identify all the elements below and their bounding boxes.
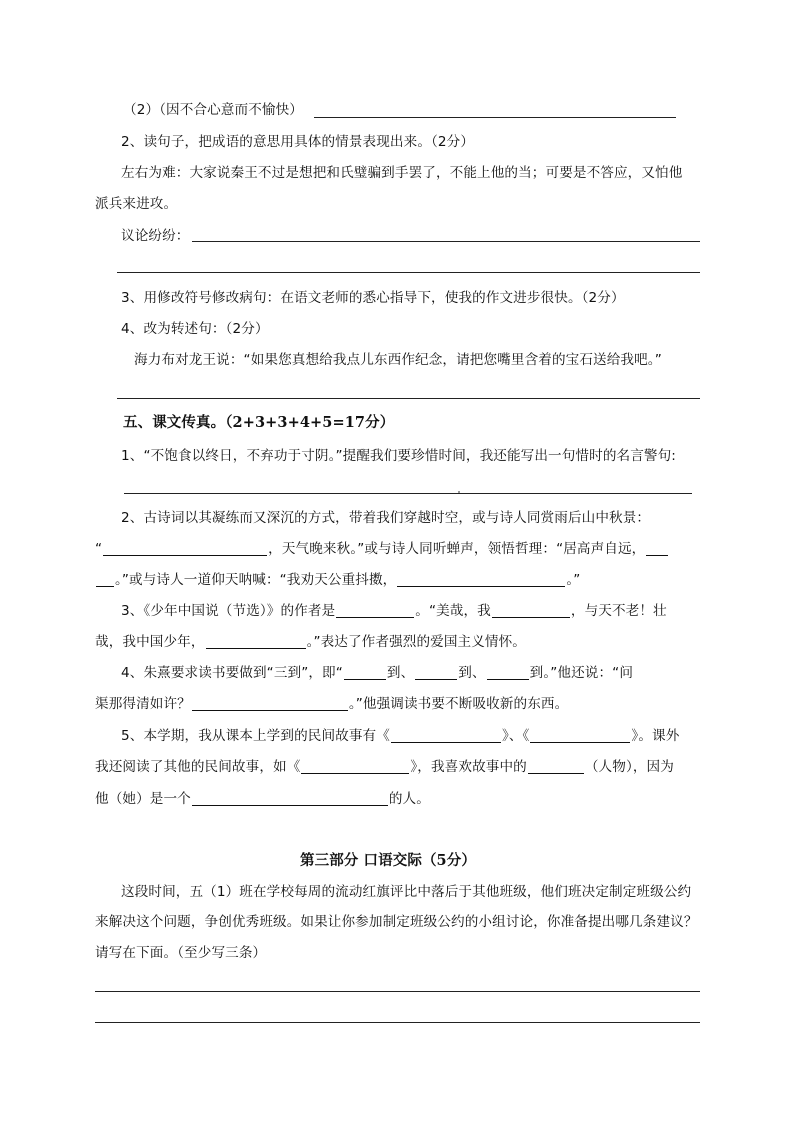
answer-line[interactable]	[314, 117, 676, 118]
answer-line[interactable]	[124, 493, 692, 494]
blank[interactable]	[206, 634, 306, 649]
part-3-line2: 来解决这个问题，争创优秀班级。如果让你参加制定班级公约的小组讨论，你准备提出哪几条建议？	[95, 914, 698, 930]
blank[interactable]	[530, 728, 630, 743]
blank[interactable]	[336, 603, 414, 618]
blank[interactable]	[415, 665, 457, 680]
blank[interactable]	[192, 791, 388, 806]
text: 。”他强调读书要不断吸收新的东西。	[348, 696, 569, 712]
part-3-line3: 请写在下面。（至少写三条）	[95, 945, 267, 961]
section-5-title: 五、课文传真。（2+3+3+4+5=17分）	[123, 414, 395, 431]
section-5-q4-line2	[95, 694, 568, 714]
blank[interactable]	[492, 603, 570, 618]
text: 到、	[386, 665, 415, 681]
answer-line[interactable]	[192, 241, 700, 242]
section-5-q4-line1	[121, 663, 633, 683]
answer-line[interactable]	[95, 991, 700, 992]
blank[interactable]	[646, 541, 668, 556]
question-text: （2）（因不合心意而不愉快）	[123, 102, 303, 118]
part-3-line1: 这段时间，五（1）班在学校每周的流动红旗评比中落后于其他班级，他们班决定制定班级公约	[121, 884, 692, 900]
section-5-q2-line3	[95, 570, 580, 590]
text: ，与天不老！壮	[570, 603, 667, 619]
section-5-q2-line1: 2、古诗词以其凝练而又深沉的方式，带着我们穿越时空，或与诗人同赏雨后山中秋景：	[121, 510, 651, 526]
blank[interactable]	[192, 696, 348, 711]
blank[interactable]	[301, 759, 409, 774]
blank[interactable]	[391, 728, 501, 743]
section-5-q5-line3	[95, 789, 430, 809]
question-2-text-line2: 派兵来进攻。	[95, 196, 178, 212]
answer-line[interactable]	[117, 398, 700, 399]
text: 的人。	[388, 791, 430, 807]
text: （人物），因为	[584, 759, 674, 775]
section-5-q1: 1、“不饱食以终日，不弃功于寸阴。”提醒我们要珍惜时间，我还能写出一句惜时的名言警句:	[121, 448, 676, 464]
question-3: 3、用修改符号修改病句：在语文老师的悉心指导下，使我的作文进步很快。（2分）	[121, 290, 625, 306]
blank[interactable]	[103, 541, 267, 556]
text: 》、《	[501, 728, 530, 744]
blank[interactable]	[528, 759, 584, 774]
text: 》，我喜欢故事中的	[410, 759, 527, 775]
text: 渠那得清如许？	[95, 696, 191, 712]
text: 到、	[458, 665, 486, 681]
section-5-q3-line1	[121, 601, 667, 621]
text: 5、本学期，我从课本上学到的民间故事有《	[121, 728, 390, 744]
answer-line[interactable]	[95, 1022, 700, 1023]
answer-line[interactable]	[117, 272, 700, 273]
text: “	[95, 541, 103, 557]
question-2-text-line1: 左右为难：大家说秦王不过是想把和氏璧骗到手罢了，不能上他的当；可要是不答应，又怕他	[121, 165, 683, 181]
part-3-title: 第三部分 口语交际（5分）	[300, 852, 476, 869]
blank[interactable]	[397, 572, 565, 587]
text: 哉，我中国少年，	[95, 634, 205, 650]
question-4-2	[123, 100, 303, 120]
question-4-sentence: 海力布对龙王说：“如果您真想给我点儿东西作纪念，请把您嘴里含着的宝石送给我吧。”	[134, 352, 662, 368]
blank[interactable]	[96, 572, 114, 587]
text: 我还阅读了其他的民间故事，如《	[95, 759, 301, 775]
question-4-title: 4、改为转述句：（2分）	[121, 321, 269, 337]
text: 3、《少年中国说（节选）》的作者是	[121, 603, 336, 619]
text: 。“美哉，我	[415, 603, 491, 619]
section-5-q3-line2	[95, 632, 526, 652]
text: 他（她）是一个	[95, 791, 191, 807]
section-5-q5-line1	[121, 726, 679, 746]
section-5-q5-line2	[95, 757, 674, 777]
question-2-label: 议论纷纷：	[121, 228, 190, 244]
text: 》。课外	[631, 728, 680, 744]
text: 。”或与诗人一道仰天呐喊：“我劝天公重抖擞，	[115, 572, 397, 588]
text: 。”表达了作者强烈的爱国主义情怀。	[306, 634, 527, 650]
question-2-title: 2、读句子，把成语的意思用具体的情景表现出来。（2分）	[121, 134, 475, 150]
text: 到。”他还说：“问	[529, 665, 634, 681]
section-5-q2-line2	[95, 539, 669, 559]
text: ，天气晚来秋。”或与诗人同听蝉声，领悟哲理：“居高声自远，	[268, 541, 646, 557]
blank[interactable]	[487, 665, 529, 680]
blank[interactable]	[344, 665, 386, 680]
text: 4、朱熹要求读书要做到“三到”，即“	[121, 665, 343, 681]
dot-mark	[458, 491, 460, 493]
text: 。”	[566, 572, 581, 588]
